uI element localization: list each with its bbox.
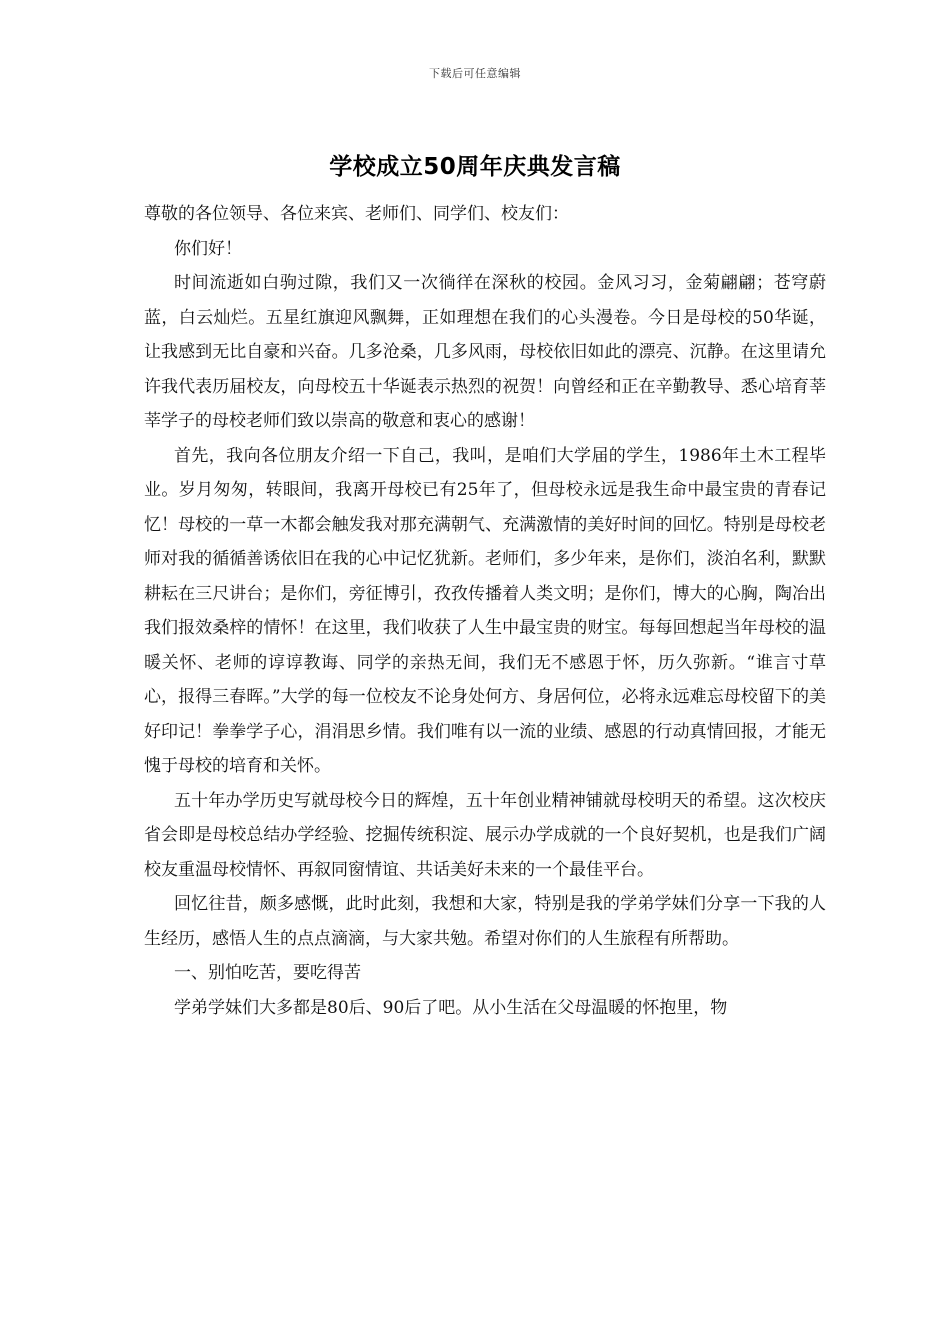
header-note: 下载后可任意编辑: [429, 67, 521, 80]
paragraph: 五十年办学历史写就母校今日的辉煌，五十年创业精神铺就母校明天的希望。这次校庆省会即是母校总结办学经验、挖掘传统积淀、展示办学成就的一个良好契机，也是我们广阔校友重温母校情怀、再叙同窗情谊、共话美好未来的一个最佳平台。: [144, 790, 826, 880]
paragraph: 学弟学妹们大多都是80后、90后了吧。从小生活在父母温暖的怀抱里，物: [174, 997, 728, 1018]
paragraph: 回忆往昔，颇多感慨，此时此刻，我想和大家，特别是我的学弟学妹们分享一下我的人生经历，感悟人生的点点滴滴，与大家共勉。希望对你们的人生旅程有所帮助。: [144, 894, 826, 949]
document-title: 学校成立50周年庆典发言稿: [329, 154, 621, 180]
paragraph: 时间流逝如白驹过隙，我们又一次徜徉在深秋的校园。金风习习，金菊翩翩；苍穹蔚蓝，白云灿烂。五星红旗迎风飘舞，正如理想在我们的心头漫卷。今日是母校的50华诞，让我感到无比自豪和兴奋。几多沧桑，几多风雨，母校依旧如此的漂亮、沉静。在这里请允许我代表历届校友，向母校五十华诞表示热烈的祝贺！向曾经和正在辛勤教导、悉心培育莘莘学子的母校老师们致以崇高的敬意和衷心的感谢！: [144, 273, 826, 431]
greeting: 你们好！: [174, 238, 242, 259]
paragraph: 首先，我向各位朋友介绍一下自己，我叫，是咱们大学届的学生，1986年土木工程毕业。岁月匆匆，转眼间，我离开母校已有25年了，但母校永远是我生命中最宝贵的青春记忆！母校的一草一木都会触发我对那充满朝气、充满激情的美好时间的回忆。特别是母校老师对我的循循善诱依旧在我的心中记忆犹新。老师们，多少年来，是你们，淡泊名利，默默耕耘在三尺讲台；是你们，旁征博引，孜孜传播着人类文明；是你们，博大的心胸，陶冶出我们报效桑梓的情怀！在这里，我们收获了人生中最宝贵的财宝。每每回想起当年母校的温暖关怀、老师的谆谆教诲、同学的亲热无间，我们无不感恩于怀，历久弥新。“谁言寸草心，报得三春晖。”大学的每一位校友不论身处何方、身居何位，必将永远难忘母校留下的美好印记！拳拳学子心，涓涓思乡情。我们唯有以一流的业绩、感恩的行动真情回报，才能无愧于母校的培育和关怀。: [144, 445, 826, 776]
document-body: [144, 197, 826, 1025]
section-heading: 一、别怕吃苦，要吃得苦: [174, 963, 361, 983]
salutation: 尊敬的各位领导、各位来宾、老师们、同学们、校友们：: [144, 204, 569, 224]
